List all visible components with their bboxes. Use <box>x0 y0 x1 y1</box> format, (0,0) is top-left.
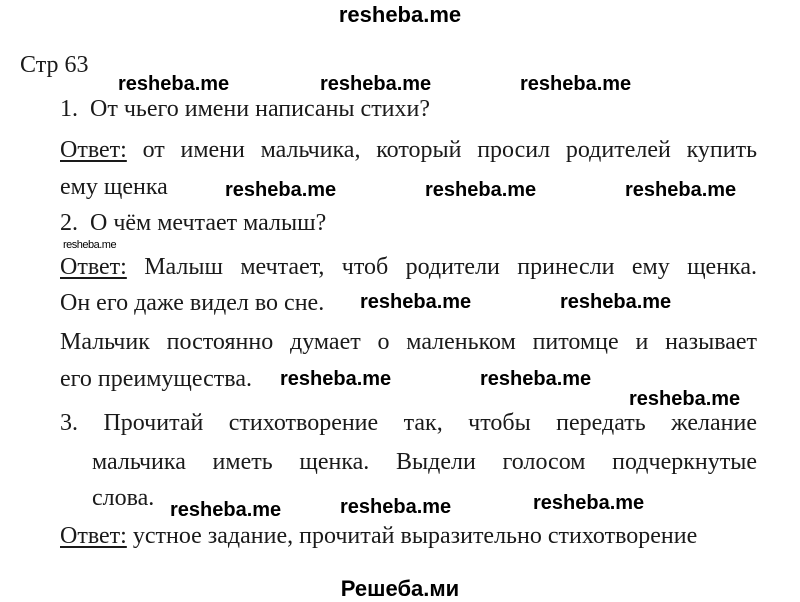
footer-site-name: Решеба.ми <box>340 576 460 601</box>
watermark: resheba.me <box>280 368 392 390</box>
watermark: resheba.me <box>170 499 282 521</box>
answer-2-line-4: его преимущества. <box>60 366 252 392</box>
watermark: resheba.me <box>629 388 741 410</box>
watermark: resheba.me <box>118 73 230 95</box>
answer-text: от имени мальчика, который просил родителей купить <box>142 137 758 163</box>
watermark: resheba.me <box>225 179 337 201</box>
answer-2-line-2: Он его даже видел во сне. <box>60 290 325 316</box>
watermark: resheba.me <box>360 291 472 313</box>
page-label: Стр 63 <box>20 52 89 78</box>
answer-2-line-3: Мальчик постоянно думает о маленьком питомце и называет <box>60 329 757 355</box>
watermark: resheba.me <box>63 239 117 251</box>
answer-text: Малыш мечтает, чтоб родители принесли ему щенка. <box>144 254 757 280</box>
answer-2-line-1 <box>60 254 757 280</box>
watermark: resheba.me <box>560 291 672 313</box>
answer-1-line-1 <box>60 137 757 163</box>
question-3-line-1: 3. Прочитай стихотворение так, чтобы передать желание <box>60 410 757 436</box>
watermark: resheba.me <box>520 73 632 95</box>
answer-1-line-2: ему щенка <box>60 174 168 200</box>
watermark: resheba.me <box>340 496 452 518</box>
question-3-line-3: слова. <box>92 485 155 511</box>
watermark: resheba.me <box>533 492 645 514</box>
question-3-line-2: мальчика иметь щенка. Выдели голосом подчеркнутые <box>92 449 757 475</box>
answer-3 <box>60 523 697 549</box>
question-2: 2. О чём мечтает малыш? <box>60 210 327 236</box>
answer-label: Ответ: <box>60 523 127 549</box>
answer-label: Ответ: <box>60 254 127 280</box>
watermark: resheba.me <box>480 368 592 390</box>
question-1: 1. От чьего имени написаны стихи? <box>60 96 431 122</box>
watermark: resheba.me <box>320 73 432 95</box>
answer-label: Ответ: <box>60 137 127 163</box>
watermark: resheba.me <box>625 179 737 201</box>
answer-text: устное задание, прочитай выразительно стихотворение <box>132 523 698 549</box>
watermark: resheba.me <box>425 179 537 201</box>
header-site-name: resheba.me <box>338 2 462 27</box>
